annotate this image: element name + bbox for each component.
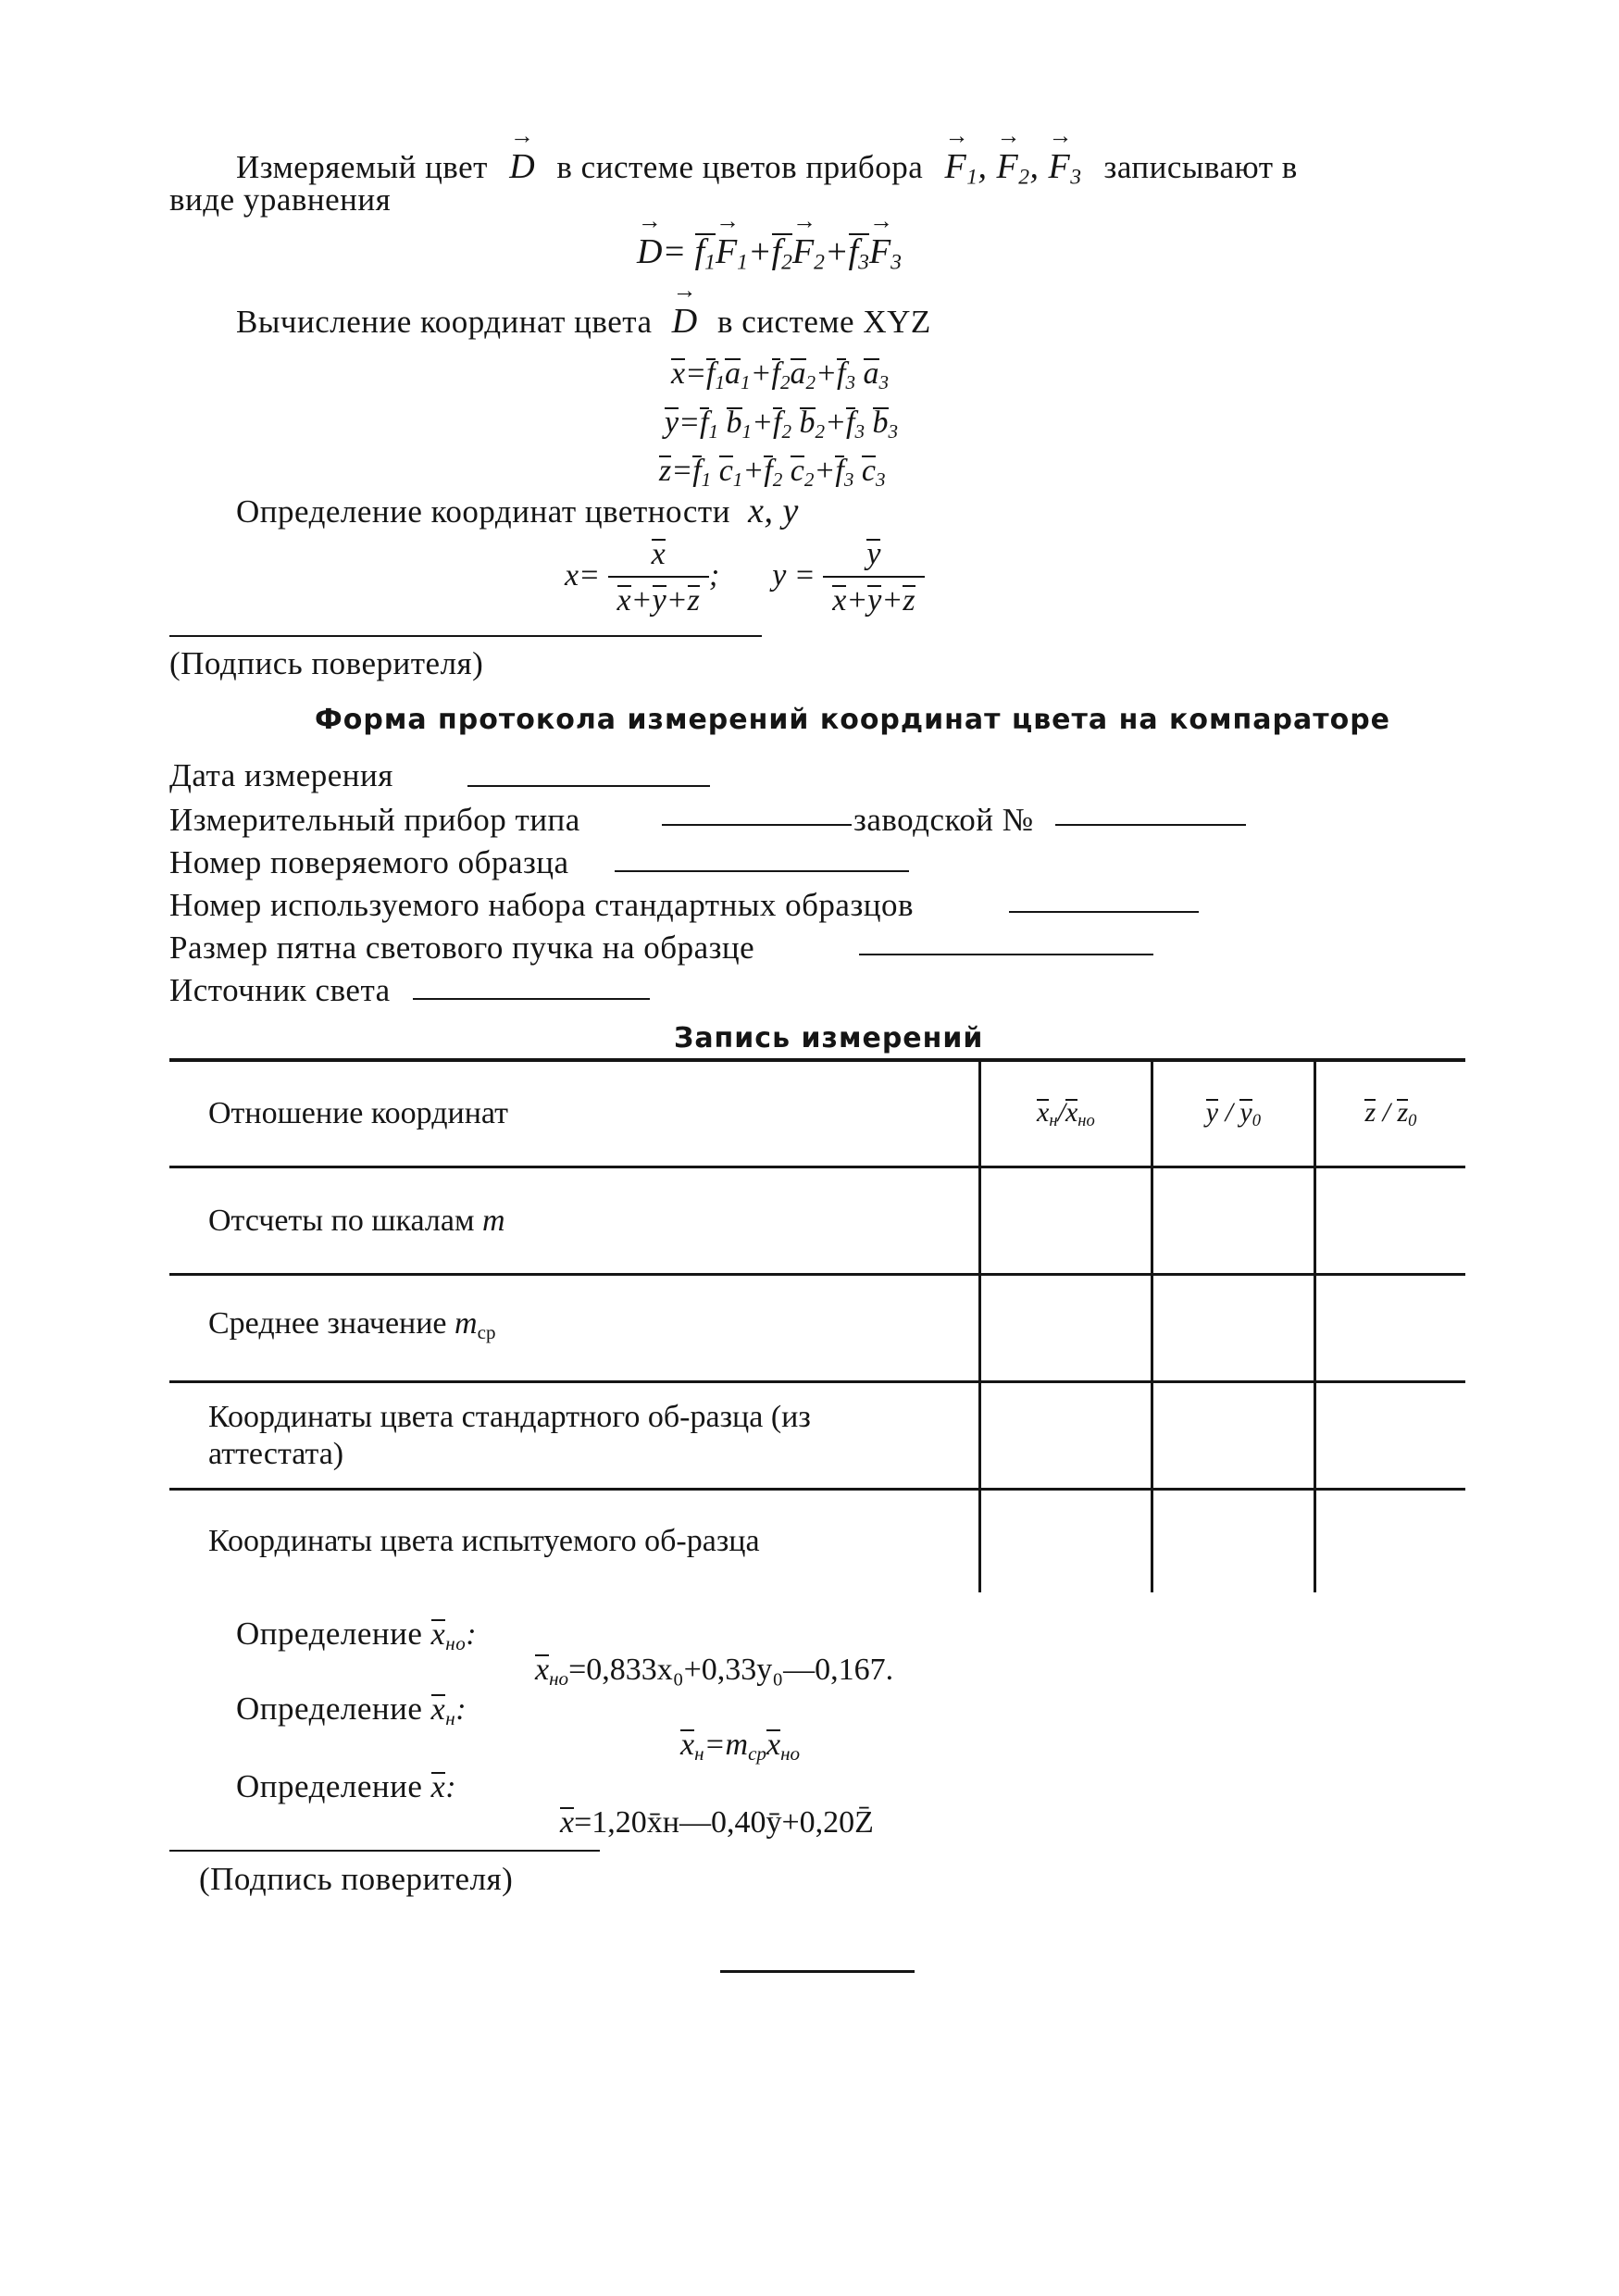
definition-3: Определение x: bbox=[236, 1768, 457, 1804]
definition-label: Определение bbox=[236, 1691, 423, 1727]
equation-d: → $D= f_1\to F_1+f_2\to F_2+f_3\to F_3$ bbox=[637, 231, 902, 276]
row-label-mean: Среднее значение $m_{ср}$ bbox=[169, 1275, 980, 1382]
calc-heading-suffix: в системе XYZ bbox=[716, 304, 931, 340]
row-label-standard-coords: Координаты цвета стандартного об-разца (из аттестата) bbox=[169, 1382, 980, 1490]
end-rule bbox=[720, 1970, 915, 1973]
cell-standard-y[interactable] bbox=[1152, 1382, 1314, 1490]
definition-label: Определение bbox=[236, 1616, 423, 1652]
table-row bbox=[169, 1167, 1465, 1275]
definition-1: Определение $x_{но}$: bbox=[236, 1616, 478, 1654]
cell-test-z[interactable] bbox=[1314, 1490, 1465, 1593]
signature-2: (Подпись поверителя) bbox=[199, 1861, 514, 1897]
table-header-row bbox=[169, 1061, 1465, 1167]
equation-y: $y=f_1$ $b_1+f_2$ $b_2+f_3$ $b_3$ bbox=[665, 406, 899, 443]
primaries-f: → $F_1$, → $F_2$, → $F_3$ bbox=[945, 147, 1091, 186]
field-serial bbox=[853, 802, 1034, 839]
calc-heading-text: Вычисление координат цвета bbox=[236, 304, 653, 340]
cell-test-x[interactable] bbox=[980, 1490, 1152, 1593]
table-row bbox=[169, 1490, 1465, 1593]
definition-eq-1-text: =0,833x₀+0,33y₀—0,167. bbox=[568, 1653, 894, 1687]
intro-text-c: записывают в bbox=[1103, 149, 1298, 185]
field-sample-line[interactable] bbox=[615, 870, 909, 872]
definition-eq-3-text: =1,20x̄н—0,40ȳ+0,20Z̄ bbox=[574, 1805, 874, 1840]
table-row bbox=[169, 1275, 1465, 1382]
header-z-ratio: z / $z_0$ bbox=[1314, 1061, 1465, 1167]
equation-x: $x=f_1a_1+f_2a_2+f_3$ $a_3$ bbox=[671, 356, 890, 393]
intro-line-1 bbox=[236, 146, 1298, 191]
field-standards-set-label: Номер используемого набора стандартных образцов bbox=[169, 887, 915, 923]
measurement-table bbox=[169, 1061, 1465, 1592]
signature-line-2 bbox=[169, 1850, 600, 1852]
definition-eq-3: x=1,20x̄н—0,40ȳ+0,20Z̄ bbox=[560, 1805, 874, 1840]
field-date-line[interactable] bbox=[467, 785, 710, 787]
header-y-ratio: y / $y_0$ bbox=[1152, 1061, 1314, 1167]
vector-d: → D bbox=[509, 146, 535, 187]
cell-standard-x[interactable] bbox=[980, 1382, 1152, 1490]
field-date bbox=[169, 757, 393, 794]
field-instrument-label: Измерительный прибор типа bbox=[169, 802, 580, 838]
field-standards-set bbox=[169, 887, 914, 924]
field-instrument-line[interactable] bbox=[662, 824, 852, 826]
definition-eq-1: $x_{но}=0,833x_0+0,33y_0—0,167$. bbox=[535, 1653, 894, 1690]
field-sample-label: Номер поверяемого образца bbox=[169, 844, 569, 880]
intro-text-b: в системе цветов прибора bbox=[556, 149, 924, 185]
chromaticity-heading: Определение координат цветности x, y bbox=[236, 492, 799, 530]
field-serial-line[interactable] bbox=[1055, 824, 1246, 826]
record-title: Запись измерений bbox=[674, 1022, 984, 1054]
form-title: Форма протокола измерений координат цвета на компараторе bbox=[315, 704, 1391, 736]
cell-mean-y[interactable] bbox=[1152, 1275, 1314, 1382]
cell-mean-z[interactable] bbox=[1314, 1275, 1465, 1382]
field-serial-label: заводской № bbox=[853, 802, 1034, 838]
intro-line-2: виде уравнения bbox=[169, 181, 392, 218]
cell-readings-x[interactable] bbox=[980, 1167, 1152, 1275]
chromaticity-formulas: x= $\frac{x}{x+y+z}$ ; y = $\frac{y}{x+y+z}$ bbox=[565, 537, 925, 618]
field-spot-size bbox=[169, 930, 754, 967]
field-spot-size-label: Размер пятна светового пучка на образце bbox=[169, 930, 755, 966]
cell-test-y[interactable] bbox=[1152, 1490, 1314, 1593]
field-instrument bbox=[169, 802, 580, 839]
table-header-label: Отношение координат bbox=[169, 1061, 980, 1167]
row-label-test-coords: Координаты цвета испытуемого об-разца bbox=[208, 1524, 760, 1558]
field-spot-size-line[interactable] bbox=[859, 954, 1153, 955]
equation-z: $z=f_1$ $c_1+f_2$ $c_2+f_3$ $c_3$ bbox=[659, 454, 886, 491]
field-light-source-line[interactable] bbox=[413, 998, 650, 1000]
cell-mean-x[interactable] bbox=[980, 1275, 1152, 1382]
field-sample bbox=[169, 844, 569, 881]
field-light-source bbox=[169, 972, 391, 1009]
definition-label: Определение bbox=[236, 1768, 423, 1804]
intro-text-a: Измеряемый цвет bbox=[236, 149, 488, 185]
table-row bbox=[169, 1382, 1465, 1490]
row-label-readings: Отсчеты по шкалам m bbox=[169, 1167, 980, 1275]
header-x-ratio: $x_н/x_{но}$ bbox=[980, 1061, 1152, 1167]
field-date-label: Дата измерения bbox=[169, 757, 393, 793]
definition-eq-2: $x_н=m_{ср}x_{но}$ bbox=[680, 1728, 801, 1765]
cell-readings-y[interactable] bbox=[1152, 1167, 1314, 1275]
signature-1: (Подпись поверителя) bbox=[169, 645, 484, 681]
field-standards-set-line[interactable] bbox=[1009, 911, 1199, 913]
cell-readings-z[interactable] bbox=[1314, 1167, 1465, 1275]
vector-d: → D bbox=[672, 301, 698, 342]
signature-line-1 bbox=[169, 635, 762, 637]
definition-2: Определение $x_н$: bbox=[236, 1691, 467, 1729]
field-light-source-label: Источник света bbox=[169, 972, 391, 1008]
chromaticity-heading-text: Определение координат цветности bbox=[236, 493, 730, 530]
cell-standard-z[interactable] bbox=[1314, 1382, 1465, 1490]
calc-heading bbox=[236, 301, 931, 342]
